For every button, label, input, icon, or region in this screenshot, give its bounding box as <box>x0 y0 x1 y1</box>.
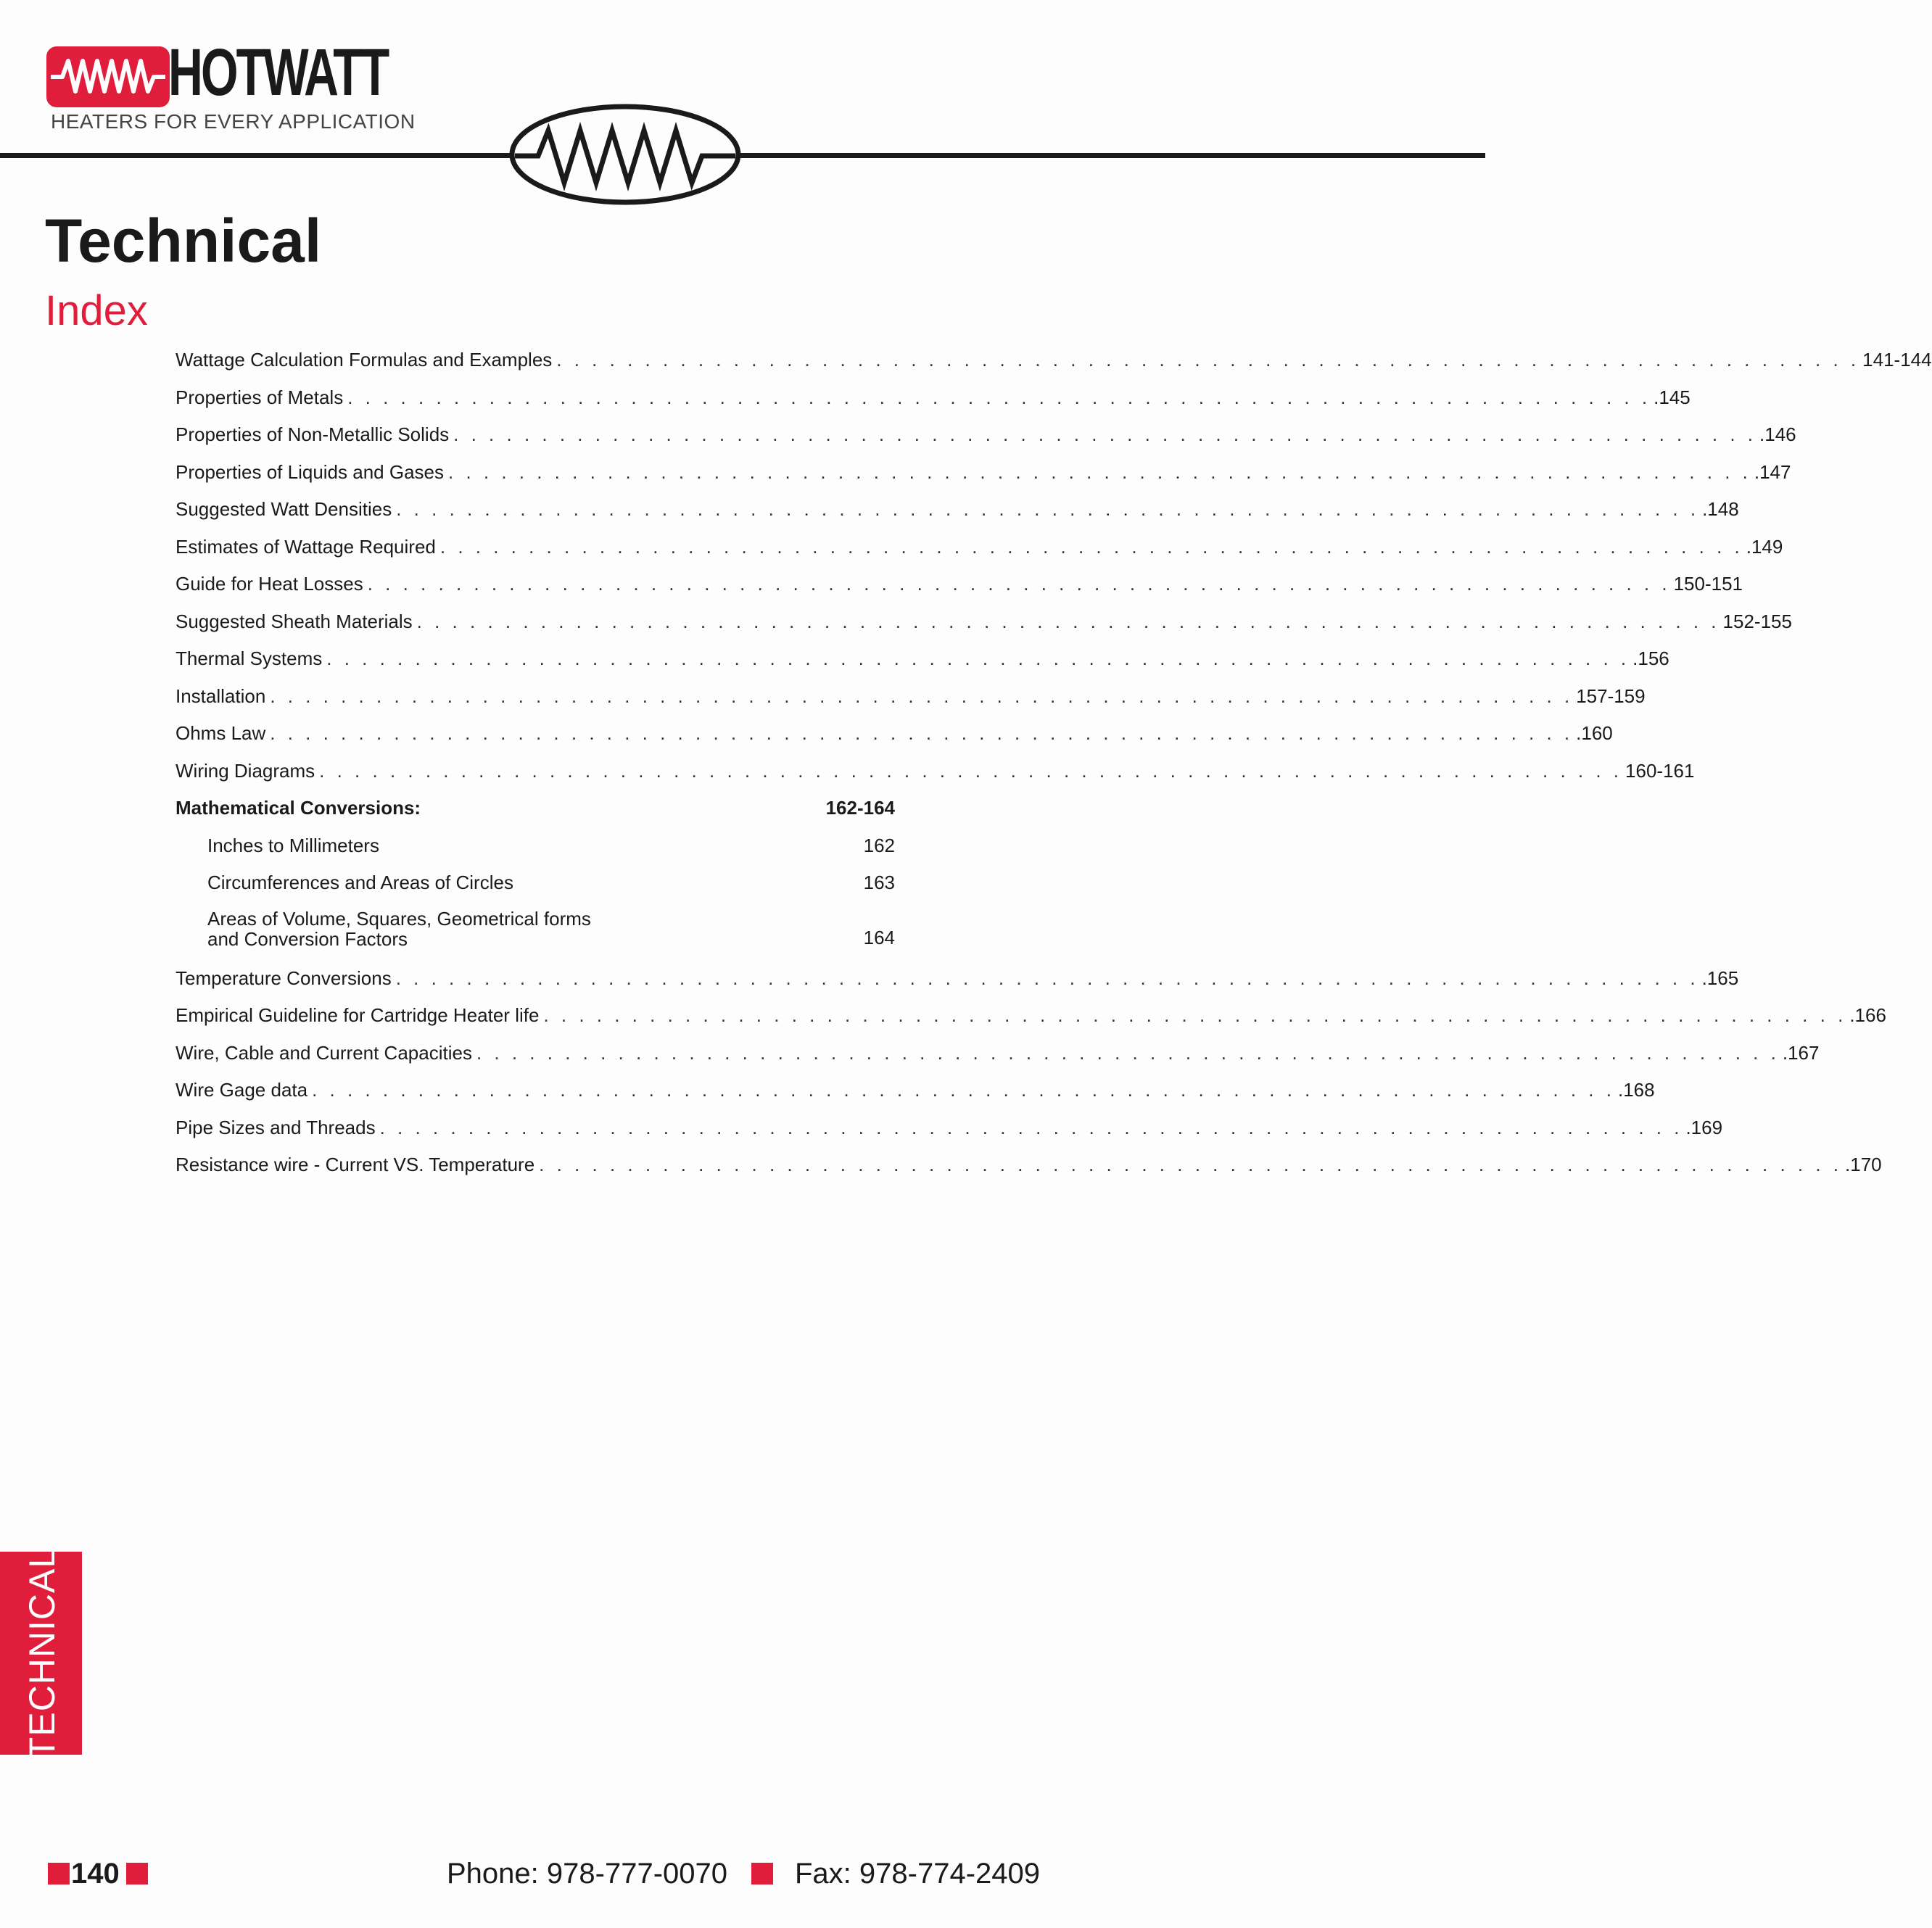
toc-entry-pages: .170 <box>1845 1154 1882 1175</box>
dot-leader: . . . . . . . . . . . . . . . . . . . . . . . . . . . . . . . . . . . . . . . . . . . . . . . . . . . . . . . . . . . . . . . . . . . . . . . . . . <box>556 349 1860 371</box>
toc-entry-pages: 141-144 <box>1862 349 1932 371</box>
dot-leader: . . . . . . . . . . . . . . . . . . . . . . . . . . . . . . . . . . . . . . . . . . . . . . . . . . . . . . . . . . . . . . . . . . . . . . . . . . <box>312 1079 1615 1101</box>
toc-entry-label: Wiring Diagrams <box>176 759 319 782</box>
toc-entry-mathematical-conversions[interactable] <box>176 796 895 834</box>
dot-leader: . . . . . . . . . . . . . . . . . . . . . . . . . . . . . . . . . . . . . . . . . . . . . . . . . . . . . . . . . . . . . . . . . . . . . . . . . . <box>453 423 1757 445</box>
side-tab-label: TECHNICAL <box>22 1547 62 1760</box>
toc-entry-pipe-sizes[interactable] <box>176 1116 1723 1154</box>
toc-entry-pages: 162 <box>863 834 895 856</box>
dot-leader: . . . . . . . . . . . . . . . . . . . . . . . . . . . . . . . . . . . . . . . . . . . . . . . . . . . . . . . . . . . . . . . . . . . . . . . . . . <box>439 535 1743 558</box>
toc-entry-sheath-materials[interactable] <box>176 610 1792 648</box>
page-subtitle: Index <box>45 287 148 334</box>
toc-entry-pages: .168 <box>1617 1079 1655 1101</box>
toc-entry-label: Properties of Non-Metallic Solids <box>176 423 453 446</box>
toc-entry-wire-cable-capacities[interactable] <box>176 1041 1820 1079</box>
toc-entry-label: Empirical Guideline for Cartridge Heater life <box>176 1004 543 1027</box>
toc-entry-label: Mathematical Conversions: <box>176 796 425 819</box>
toc-entry-pages: .165 <box>1701 967 1739 989</box>
toc-entry-temperature-conversions[interactable] <box>176 967 1739 1004</box>
toc-entry-liquids-and-gases[interactable] <box>176 460 1791 498</box>
toc-entry-wire-gage-data[interactable] <box>176 1078 1655 1116</box>
toc-entry-wattage-calculation[interactable] <box>176 348 1932 386</box>
red-square-icon <box>751 1863 773 1884</box>
toc-entry-label: Suggested Sheath Materials <box>176 610 417 633</box>
toc-entry-pages: .169 <box>1685 1116 1723 1138</box>
dot-leader: . . . . . . . . . . . . . . . . . . . . . . . . . . . . . . . . . . . . . . . . . . . . . . . . . . . . . . . . . . . . . . . . . . . . . . . . . . <box>379 1116 1683 1138</box>
brand-tagline: HEATERS FOR EVERY APPLICATION <box>51 110 416 133</box>
toc-subentry-circumferences[interactable] <box>176 871 895 909</box>
page-title: Technical <box>45 207 322 275</box>
toc-entry-label: Guide for Heat Losses <box>176 572 368 595</box>
toc-entry-resistance-wire[interactable] <box>176 1153 1882 1191</box>
toc-entry-pages: 163 <box>863 872 895 893</box>
toc-entry-pages: 157-159 <box>1576 684 1646 707</box>
toc-entry-pages: .156 <box>1632 648 1669 669</box>
dot-leader: . . . . . . . . . . . . . . . . . . . . . . . . . . . . . . . . . . . . . . . . . . . . . . . . . . . . . . . . . . . . . . . . . . . . . . . . . . <box>367 573 1671 595</box>
brand-name: HOTWATT <box>168 36 388 109</box>
toc-entry-wiring-diagrams[interactable] <box>176 759 1695 797</box>
toc-entry-heat-losses[interactable] <box>176 572 1743 610</box>
toc-entry-label: Estimates of Wattage Required <box>176 535 440 558</box>
toc-entry-label: Resistance wire - Current VS. Temperature <box>176 1153 539 1176</box>
toc-entry-non-metallic-solids[interactable] <box>176 423 1796 460</box>
dot-leader: . . . . . . . . . . . . . . . . . . . . . . . . . . . . . . . . . . . . . . . . . . . . . . . . . . . . . . . . . . . . . . . . . . . . . . . . . . <box>543 1004 1847 1026</box>
page-footer <box>0 1856 1485 1892</box>
toc-entry-label: Thermal Systems <box>176 647 326 670</box>
dot-leader: . . . . . . . . . . . . . . . . . . . . . . . . . . . . . . . . . . . . . . . . . . . . . . . . . . . . . . . . . . . . . . . . . . . . . . . . . . <box>396 498 1700 520</box>
toc-subentry-areas-of-volume[interactable] <box>176 909 895 967</box>
toc-entry-label: Temperature Conversions <box>176 967 396 990</box>
toc-entry-installation[interactable] <box>176 684 1646 722</box>
toc-entry-ohms-law[interactable] <box>176 721 1613 759</box>
toc-entry-label: Circumferences and Areas of Circles <box>207 871 518 894</box>
toc-entry-label: Areas of Volume, Squares, Geometrical forms and Conversion Factors <box>207 909 618 967</box>
toc-entry-pages: .160 <box>1576 722 1613 744</box>
toc-entry-pages: 152-155 <box>1722 610 1792 632</box>
toc-entry-pages: 164 <box>863 926 895 948</box>
toc-entry-pages: .146 <box>1759 423 1796 445</box>
section-side-tab <box>0 1547 82 1760</box>
dot-leader: . . . . . . . . . . . . . . . . . . . . . . . . . . . . . . . . . . . . . . . . . . . . . . . . . . . . . . . . . . . . . . . . . . . . . . . . . . <box>326 648 1630 669</box>
dot-leader: . . . . . . . . . . . . . . . . . . . . . . . . . . . . . . . . . . . . . . . . . . . . . . . . . . . . . . . . . . . . . . . . . . . . . . . . . . <box>270 722 1574 744</box>
toc-entry-pages: .167 <box>1782 1041 1820 1064</box>
dot-leader: . . . . . . . . . . . . . . . . . . . . . . . . . . . . . . . . . . . . . . . . . . . . . . . . . . . . . . . . . . . . . . . . . . . . . . . . . . <box>395 967 1699 989</box>
toc-entry-label: Wattage Calculation Formulas and Examples <box>176 348 556 371</box>
toc-entry-pages: .148 <box>1702 498 1739 520</box>
toc-entry-pages: .166 <box>1849 1004 1886 1026</box>
toc-entry-thermal-systems[interactable] <box>176 647 1669 684</box>
toc-entry-label: Inches to Millimeters <box>207 834 384 857</box>
red-square-icon <box>126 1863 148 1884</box>
red-square-icon <box>48 1863 70 1884</box>
dot-leader: . . . . . . . . . . . . . . . . . . . . . . . . . . . . . . . . . . . . . . . . . . . . . . . . . . . . . . . . . . . . . . . . . . . . . . . . . . <box>319 759 1623 782</box>
toc-entry-label: Properties of Liquids and Gases <box>176 460 448 484</box>
hotwatt-logo <box>46 36 416 134</box>
toc-entry-label: Pipe Sizes and Threads <box>176 1116 380 1139</box>
dot-leader: . . . . . . . . . . . . . . . . . . . . . . . . . . . . . . . . . . . . . . . . . . . . . . . . . . . . . . . . . . . . . . . . . . . . . . . . . . <box>270 684 1574 707</box>
toc-entry-pages: .149 <box>1746 535 1783 558</box>
resistor-symbol-icon <box>508 102 743 207</box>
phone-number: Phone: 978-777-0070 <box>447 1858 727 1890</box>
toc-entry-label: Ohms Law <box>176 721 270 745</box>
toc-subentry-inches-to-millimeters[interactable] <box>176 834 895 872</box>
dot-leader: . . . . . . . . . . . . . . . . . . . . . . . . . . . . . . . . . . . . . . . . . . . . . . . . . . . . . . . . . . . . . . . . . . . . . . . . . . <box>476 1041 1780 1064</box>
toc-entry-label: Wire Gage data <box>176 1078 312 1101</box>
toc-entry-pages: 150-151 <box>1673 573 1743 595</box>
toc-entry-properties-of-metals[interactable] <box>176 386 1690 423</box>
toc-entry-pages: 160-161 <box>1625 759 1695 782</box>
dot-leader: . . . . . . . . . . . . . . . . . . . . . . . . . . . . . . . . . . . . . . . . . . . . . . . . . . . . . . . . . . . . . . . . . . . . . . . . . . <box>347 386 1651 408</box>
toc-entry-label: Installation <box>176 684 270 708</box>
toc-entry-cartridge-heater-life[interactable] <box>176 1004 1886 1041</box>
dot-leader: . . . . . . . . . . . . . . . . . . . . . . . . . . . . . . . . . . . . . . . . . . . . . . . . . . . . . . . . . . . . . . . . . . . . . . . . . . <box>416 610 1720 632</box>
toc-entry-pages: .147 <box>1754 460 1791 483</box>
dot-leader: . . . . . . . . . . . . . . . . . . . . . . . . . . . . . . . . . . . . . . . . . . . . . . . . . . . . . . . . . . . . . . . . . . . . . . . . . . <box>448 460 1751 483</box>
page-number: 140 <box>71 1858 120 1890</box>
heater-coil-icon <box>46 46 170 107</box>
toc-entry-label: Properties of Metals <box>176 386 347 409</box>
header-rule <box>0 153 1485 158</box>
dot-leader: . . . . . . . . . . . . . . . . . . . . . . . . . . . . . . . . . . . . . . . . . . . . . . . . . . . . . . . . . . . . . . . . . . . . . . . . . . <box>539 1154 1843 1175</box>
toc-entry-pages: 162-164 <box>825 797 895 819</box>
index-list <box>176 348 1932 1191</box>
toc-entry-pages: .145 <box>1654 386 1690 408</box>
fax-number: Fax: 978-774-2409 <box>795 1858 1041 1890</box>
toc-entry-watt-densities[interactable] <box>176 497 1739 535</box>
toc-entry-wattage-estimates[interactable] <box>176 535 1783 573</box>
toc-entry-label: Suggested Watt Densities <box>176 497 396 521</box>
toc-entry-label: Wire, Cable and Current Capacities <box>176 1041 476 1064</box>
